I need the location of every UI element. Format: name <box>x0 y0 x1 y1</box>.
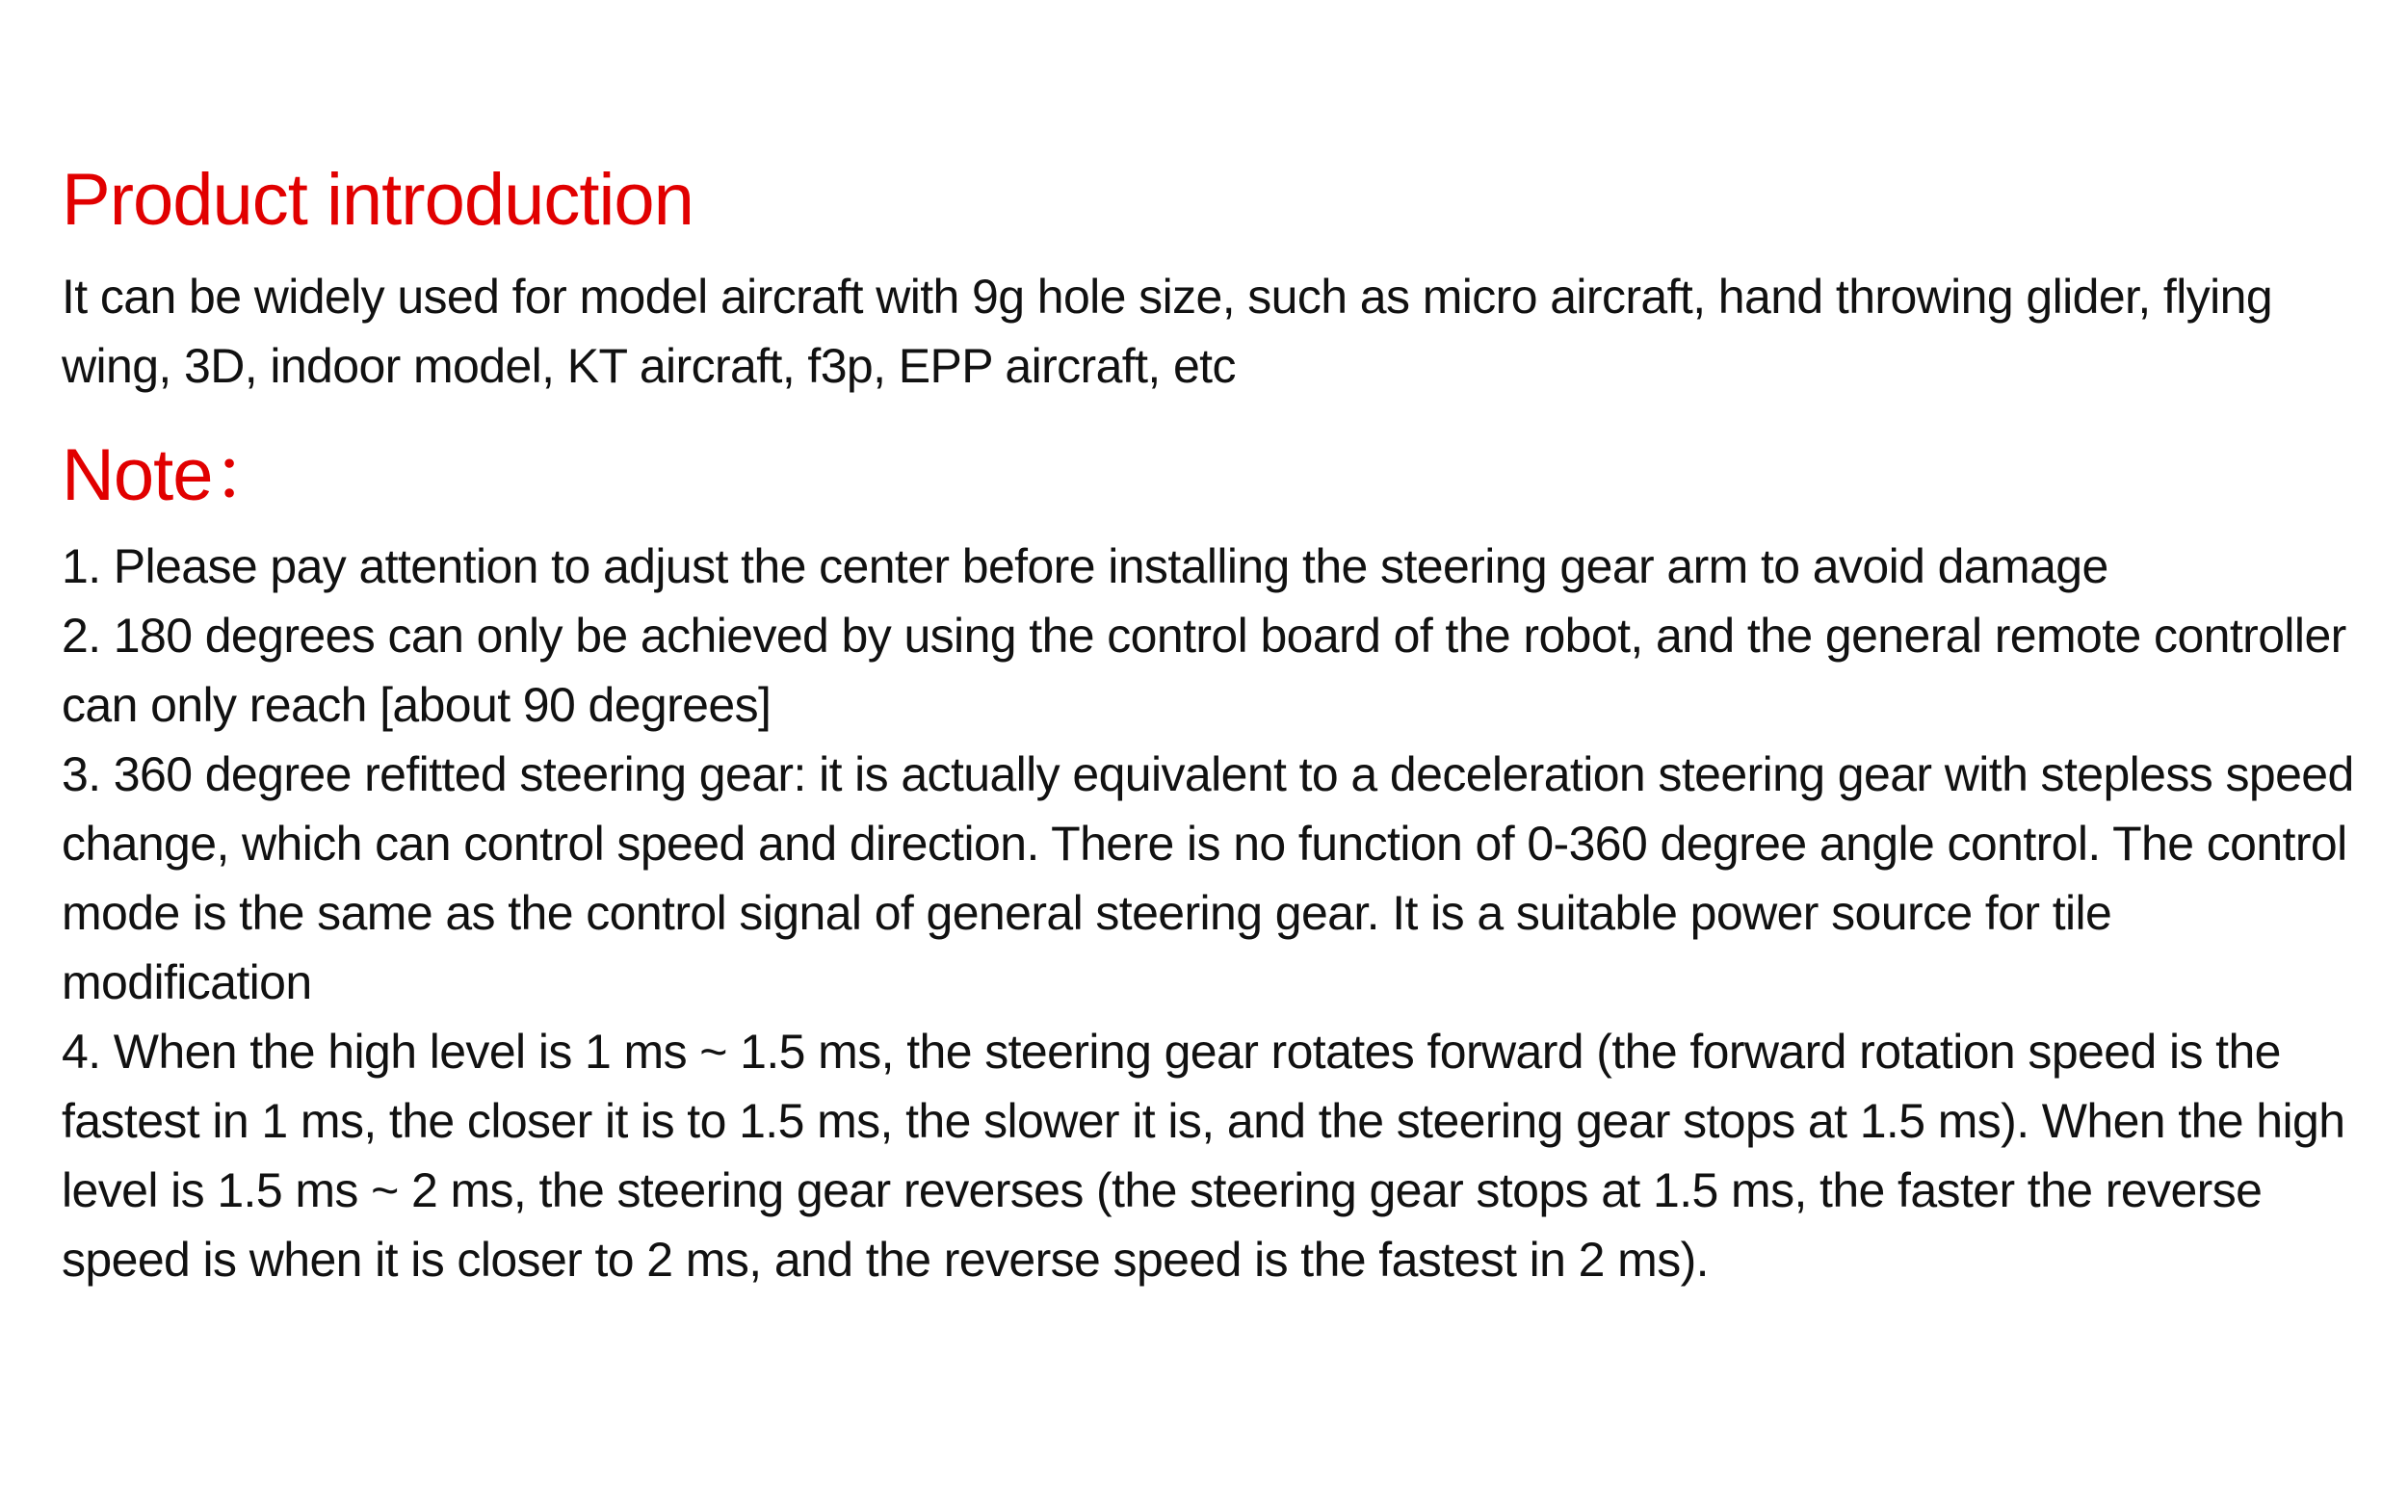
product-description <box>62 159 2373 1294</box>
product-introduction-text: It can be widely used for model aircraft with 9g hole size, such as micro aircraft, hand throwing glider, flying wing, 3D, indoor model, KT aircraft, f3p, EPP aircraft, etc <box>62 270 2273 393</box>
product-introduction-heading: Product introduction <box>62 159 694 241</box>
note-item-1: 1. Please pay attention to adjust the center before installing the steering gear arm to avoid damage <box>62 539 2108 593</box>
note-item-3: 3. 360 degree refitted steering gear: it is actually equivalent to a deceleration steering gear with stepless speed change, which can control speed and direction. There is no function of 0-360 degree angle control. The control mode is the same as the control signal of general steering gear. It is a suitable power source for tile modification <box>62 747 2354 1009</box>
note-heading: Note： <box>62 434 285 516</box>
note-item-4: 4. When the high level is 1 ms ~ 1.5 ms, the steering gear rotates forward (the forward rotation speed is the fastest in 1 ms, the closer it is to 1.5 ms, the slower it is, and the steering gear stops at 1.5 ms). When the high level is 1.5 ms ~ 2 ms, the steering gear reverses (the steering gear stops at 1.5 ms, the faster the reverse speed is when it is closer to 2 ms, and the reverse speed is the fastest in 2 ms). <box>62 1025 2345 1287</box>
note-item-2: 2. 180 degrees can only be achieved by using the control board of the robot, and the general remote controller can only reach [about 90 degrees] <box>62 609 2346 732</box>
